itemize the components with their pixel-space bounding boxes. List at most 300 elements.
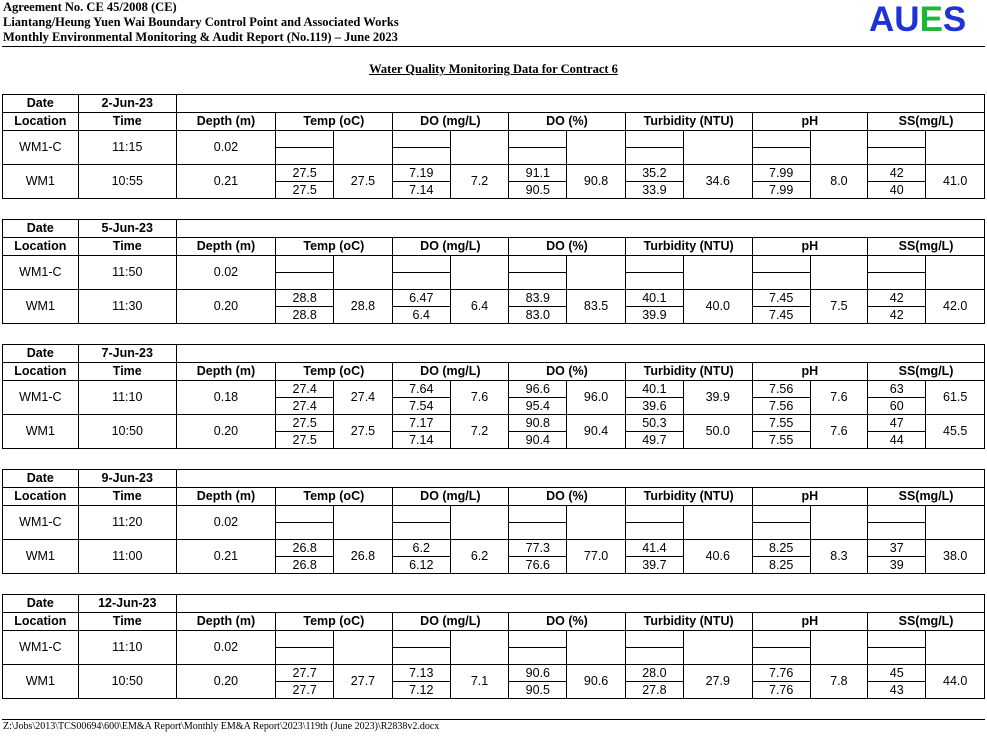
ss-replicate-1 [868, 131, 926, 148]
ph-replicate-1: 7.56 [752, 381, 810, 398]
ph-replicate-2: 7.45 [752, 307, 810, 324]
column-header-row [3, 113, 985, 131]
header-time: Time [78, 488, 176, 506]
header-ss: SS(mg/L) [868, 238, 985, 256]
ph-replicate-1 [752, 631, 810, 648]
header-location: Location [3, 363, 79, 381]
temp-average: 27.5 [334, 165, 392, 199]
ph-replicate-1: 7.55 [752, 415, 810, 432]
ph-replicate-2: 7.56 [752, 398, 810, 415]
temp-average: 26.8 [334, 540, 392, 574]
station-row [3, 415, 985, 432]
do-pct-replicate-1: 96.6 [509, 381, 567, 398]
temp-average [334, 131, 392, 165]
ss-replicate-2: 40 [868, 182, 926, 199]
ss-average: 44.0 [926, 665, 985, 699]
do-pct-average: 96.0 [567, 381, 625, 415]
temp-replicate-1 [276, 631, 334, 648]
temp-replicate-2 [276, 148, 334, 165]
ss-replicate-2: 60 [868, 398, 926, 415]
temp-replicate-1: 27.5 [276, 415, 334, 432]
do-pct-average [567, 506, 625, 540]
do-mgl-average [450, 131, 508, 165]
header-location: Location [3, 238, 79, 256]
do-pct-replicate-2: 90.5 [509, 682, 567, 699]
temp-replicate-1: 28.8 [276, 290, 334, 307]
do-pct-average [567, 256, 625, 290]
aues-logo: AUES [869, 0, 967, 39]
ss-replicate-1 [868, 631, 926, 648]
temp-replicate-2: 27.5 [276, 182, 334, 199]
header-ph: pH [752, 363, 868, 381]
ss-replicate-2: 42 [868, 307, 926, 324]
turbidity-replicate-1: 35.2 [625, 165, 683, 182]
turbidity-average: 40.0 [684, 290, 753, 324]
do-pct-replicate-2: 90.5 [509, 182, 567, 199]
header-do-mgl: DO (mg/L) [392, 238, 509, 256]
turbidity-replicate-2: 39.6 [625, 398, 683, 415]
ph-replicate-2: 8.25 [752, 557, 810, 574]
date-value: 9-Jun-23 [78, 470, 176, 488]
station-row [3, 165, 985, 182]
header-temp: Temp (oC) [276, 363, 393, 381]
station-row [3, 665, 985, 682]
do-pct-replicate-2: 76.6 [509, 557, 567, 574]
date-label: Date [3, 220, 79, 238]
do-mgl-replicate-2: 7.14 [392, 182, 450, 199]
ph-average: 8.3 [810, 540, 867, 574]
do-mgl-replicate-1: 6.2 [392, 540, 450, 557]
do-pct-replicate-2: 90.4 [509, 432, 567, 449]
do-pct-replicate-1: 83.9 [509, 290, 567, 307]
station-location: WM1 [3, 165, 79, 199]
temp-average: 27.4 [334, 381, 392, 415]
header-ph: pH [752, 238, 868, 256]
header-do-pct: DO (%) [509, 113, 626, 131]
do-pct-replicate-1 [509, 631, 567, 648]
date-value: 2-Jun-23 [78, 95, 176, 113]
date-row-blank [176, 95, 984, 113]
temp-replicate-2: 27.4 [276, 398, 334, 415]
temp-replicate-1: 27.4 [276, 381, 334, 398]
project-name: Liantang/Heung Yuen Wai Boundary Control Point and Associated Works [3, 15, 399, 29]
do-mgl-replicate-1: 7.64 [392, 381, 450, 398]
do-mgl-replicate-2 [392, 523, 450, 540]
date-label: Date [3, 595, 79, 613]
ss-average [926, 256, 985, 290]
do-mgl-average [450, 631, 508, 665]
monitoring-table [2, 344, 985, 449]
station-location: WM1-C [3, 506, 79, 540]
station-location: WM1-C [3, 631, 79, 665]
ph-replicate-2: 7.76 [752, 682, 810, 699]
ss-average [926, 131, 985, 165]
ph-average: 7.6 [810, 381, 867, 415]
monitoring-table [2, 469, 985, 574]
turbidity-replicate-1: 50.3 [625, 415, 683, 432]
report-header [3, 0, 399, 45]
turbidity-replicate-2 [625, 273, 683, 290]
ph-average [810, 631, 867, 665]
sampling-depth: 0.20 [176, 290, 275, 324]
sampling-depth: 0.02 [176, 256, 275, 290]
date-value: 5-Jun-23 [78, 220, 176, 238]
header-location: Location [3, 613, 79, 631]
do-pct-average: 90.4 [567, 415, 625, 449]
monitoring-table [2, 94, 985, 199]
temp-average [334, 256, 392, 290]
date-row-blank [176, 470, 984, 488]
do-mgl-average: 6.4 [450, 290, 508, 324]
temp-replicate-1 [276, 506, 334, 523]
turbidity-average: 39.9 [684, 381, 753, 415]
turbidity-replicate-1 [625, 506, 683, 523]
header-depth: Depth (m) [176, 113, 275, 131]
report-name: Monthly Environmental Monitoring & Audit Report (No.119) – June 2023 [3, 30, 398, 44]
ss-replicate-1: 47 [868, 415, 926, 432]
do-pct-average [567, 131, 625, 165]
station-row [3, 381, 985, 398]
ph-average [810, 131, 867, 165]
ss-average [926, 506, 985, 540]
ss-replicate-2 [868, 148, 926, 165]
turbidity-replicate-2: 39.9 [625, 307, 683, 324]
header-do-mgl: DO (mg/L) [392, 363, 509, 381]
ph-average: 7.5 [810, 290, 867, 324]
turbidity-replicate-2 [625, 148, 683, 165]
sampling-time: 10:50 [78, 665, 176, 699]
header-time: Time [78, 363, 176, 381]
header-time: Time [78, 113, 176, 131]
do-pct-replicate-2 [509, 148, 567, 165]
do-mgl-replicate-1 [392, 256, 450, 273]
do-pct-replicate-2 [509, 523, 567, 540]
ss-average: 38.0 [926, 540, 985, 574]
do-pct-replicate-2 [509, 273, 567, 290]
ss-average: 42.0 [926, 290, 985, 324]
date-row [3, 95, 985, 113]
do-pct-replicate-1: 90.8 [509, 415, 567, 432]
do-mgl-replicate-1 [392, 506, 450, 523]
sampling-depth: 0.02 [176, 131, 275, 165]
sampling-time: 11:30 [78, 290, 176, 324]
do-mgl-replicate-2: 7.54 [392, 398, 450, 415]
header-ss: SS(mg/L) [868, 363, 985, 381]
do-mgl-average: 7.1 [450, 665, 508, 699]
turbidity-average [684, 631, 753, 665]
ss-average: 41.0 [926, 165, 985, 199]
do-mgl-replicate-2 [392, 648, 450, 665]
turbidity-replicate-1 [625, 131, 683, 148]
turbidity-replicate-1: 40.1 [625, 290, 683, 307]
turbidity-average: 27.9 [684, 665, 753, 699]
do-mgl-average: 7.2 [450, 165, 508, 199]
ss-average: 61.5 [926, 381, 985, 415]
header-do-pct: DO (%) [509, 363, 626, 381]
header-temp: Temp (oC) [276, 113, 393, 131]
turbidity-replicate-1 [625, 631, 683, 648]
header-ph: pH [752, 113, 868, 131]
ph-replicate-2: 7.55 [752, 432, 810, 449]
do-pct-average: 83.5 [567, 290, 625, 324]
do-pct-replicate-1 [509, 256, 567, 273]
do-mgl-average: 6.2 [450, 540, 508, 574]
temp-replicate-1: 27.7 [276, 665, 334, 682]
header-ss: SS(mg/L) [868, 113, 985, 131]
sampling-depth: 0.21 [176, 540, 275, 574]
ss-replicate-2: 43 [868, 682, 926, 699]
sampling-time: 10:50 [78, 415, 176, 449]
sampling-time: 11:10 [78, 381, 176, 415]
sampling-time: 11:50 [78, 256, 176, 290]
turbidity-replicate-2: 27.8 [625, 682, 683, 699]
header-do-pct: DO (%) [509, 488, 626, 506]
ph-average: 7.8 [810, 665, 867, 699]
temp-average: 27.7 [334, 665, 392, 699]
sampling-depth: 0.21 [176, 165, 275, 199]
date-label: Date [3, 470, 79, 488]
turbidity-average [684, 131, 753, 165]
do-mgl-average: 7.6 [450, 381, 508, 415]
do-mgl-replicate-2: 6.4 [392, 307, 450, 324]
sampling-depth: 0.02 [176, 631, 275, 665]
temp-replicate-2: 28.8 [276, 307, 334, 324]
sampling-time: 11:00 [78, 540, 176, 574]
header-time: Time [78, 238, 176, 256]
agreement-number: Agreement No. CE 45/2008 (CE) [3, 0, 177, 14]
do-pct-average: 90.6 [567, 665, 625, 699]
ph-replicate-2 [752, 273, 810, 290]
station-row [3, 290, 985, 307]
sampling-depth: 0.20 [176, 415, 275, 449]
column-header-row [3, 613, 985, 631]
do-pct-replicate-1 [509, 506, 567, 523]
ss-replicate-2 [868, 273, 926, 290]
footer-divider [2, 719, 985, 720]
turbidity-average [684, 506, 753, 540]
date-row [3, 470, 985, 488]
ph-replicate-1 [752, 506, 810, 523]
header-turbidity: Turbidity (NTU) [625, 113, 752, 131]
turbidity-replicate-2: 49.7 [625, 432, 683, 449]
station-row [3, 631, 985, 648]
column-header-row [3, 238, 985, 256]
do-mgl-replicate-2: 7.12 [392, 682, 450, 699]
ss-replicate-2 [868, 648, 926, 665]
do-pct-replicate-1: 91.1 [509, 165, 567, 182]
station-location: WM1-C [3, 131, 79, 165]
ss-replicate-1: 42 [868, 165, 926, 182]
ph-replicate-2 [752, 648, 810, 665]
turbidity-average: 40.6 [684, 540, 753, 574]
ss-replicate-2: 39 [868, 557, 926, 574]
turbidity-replicate-1: 41.4 [625, 540, 683, 557]
turbidity-replicate-2: 39.7 [625, 557, 683, 574]
ss-average [926, 631, 985, 665]
temp-average: 27.5 [334, 415, 392, 449]
do-mgl-average [450, 506, 508, 540]
do-mgl-replicate-2 [392, 148, 450, 165]
do-mgl-replicate-2: 6.12 [392, 557, 450, 574]
date-row-blank [176, 595, 984, 613]
do-pct-replicate-1: 90.6 [509, 665, 567, 682]
ss-replicate-1: 37 [868, 540, 926, 557]
header-turbidity: Turbidity (NTU) [625, 613, 752, 631]
ss-replicate-1 [868, 256, 926, 273]
header-divider [2, 46, 985, 47]
ph-average: 7.6 [810, 415, 867, 449]
do-mgl-replicate-1 [392, 631, 450, 648]
header-depth: Depth (m) [176, 238, 275, 256]
do-mgl-replicate-1: 7.17 [392, 415, 450, 432]
ph-replicate-1: 7.45 [752, 290, 810, 307]
turbidity-replicate-1 [625, 256, 683, 273]
do-mgl-replicate-1: 6.47 [392, 290, 450, 307]
header-temp: Temp (oC) [276, 613, 393, 631]
date-value: 12-Jun-23 [78, 595, 176, 613]
station-row [3, 131, 985, 148]
header-turbidity: Turbidity (NTU) [625, 363, 752, 381]
sampling-time: 11:15 [78, 131, 176, 165]
do-mgl-replicate-1: 7.13 [392, 665, 450, 682]
monitoring-table [2, 594, 985, 699]
temp-replicate-2: 26.8 [276, 557, 334, 574]
turbidity-replicate-1: 40.1 [625, 381, 683, 398]
do-mgl-average: 7.2 [450, 415, 508, 449]
ph-replicate-1 [752, 131, 810, 148]
station-row [3, 540, 985, 557]
do-pct-replicate-2: 95.4 [509, 398, 567, 415]
do-pct-average: 90.8 [567, 165, 625, 199]
ph-replicate-1: 7.76 [752, 665, 810, 682]
turbidity-average [684, 256, 753, 290]
turbidity-average: 50.0 [684, 415, 753, 449]
header-ph: pH [752, 488, 868, 506]
sampling-depth: 0.02 [176, 506, 275, 540]
ss-replicate-2 [868, 523, 926, 540]
header-temp: Temp (oC) [276, 238, 393, 256]
station-row [3, 256, 985, 273]
sampling-depth: 0.18 [176, 381, 275, 415]
header-ss: SS(mg/L) [868, 488, 985, 506]
turbidity-replicate-2: 33.9 [625, 182, 683, 199]
station-location: WM1 [3, 540, 79, 574]
turbidity-replicate-1: 28.0 [625, 665, 683, 682]
ss-replicate-1: 42 [868, 290, 926, 307]
temp-replicate-2 [276, 273, 334, 290]
station-location: WM1-C [3, 381, 79, 415]
date-row [3, 595, 985, 613]
temp-average: 28.8 [334, 290, 392, 324]
temp-replicate-1: 27.5 [276, 165, 334, 182]
do-pct-average [567, 631, 625, 665]
date-row [3, 345, 985, 363]
do-mgl-replicate-2: 7.14 [392, 432, 450, 449]
temp-replicate-2 [276, 648, 334, 665]
temp-replicate-1 [276, 131, 334, 148]
sampling-time: 10:55 [78, 165, 176, 199]
header-do-mgl: DO (mg/L) [392, 113, 509, 131]
date-row [3, 220, 985, 238]
temp-replicate-2: 27.5 [276, 432, 334, 449]
ph-replicate-1: 8.25 [752, 540, 810, 557]
do-mgl-average [450, 256, 508, 290]
station-location: WM1 [3, 415, 79, 449]
ph-replicate-1 [752, 256, 810, 273]
do-pct-replicate-1 [509, 131, 567, 148]
header-do-pct: DO (%) [509, 613, 626, 631]
do-pct-replicate-2: 83.0 [509, 307, 567, 324]
ph-average [810, 256, 867, 290]
column-header-row [3, 363, 985, 381]
temp-replicate-2 [276, 523, 334, 540]
ph-average [810, 506, 867, 540]
header-depth: Depth (m) [176, 613, 275, 631]
date-row-blank [176, 220, 984, 238]
turbidity-average: 34.6 [684, 165, 753, 199]
header-do-pct: DO (%) [509, 238, 626, 256]
ph-replicate-2 [752, 148, 810, 165]
temp-replicate-1 [276, 256, 334, 273]
ss-average: 45.5 [926, 415, 985, 449]
date-label: Date [3, 345, 79, 363]
ph-replicate-1: 7.99 [752, 165, 810, 182]
page-title: Water Quality Monitoring Data for Contract 6 [369, 62, 618, 76]
date-label: Date [3, 95, 79, 113]
do-pct-average: 77.0 [567, 540, 625, 574]
column-header-row [3, 488, 985, 506]
do-pct-replicate-1: 77.3 [509, 540, 567, 557]
date-value: 7-Jun-23 [78, 345, 176, 363]
header-depth: Depth (m) [176, 363, 275, 381]
header-ph: pH [752, 613, 868, 631]
header-ss: SS(mg/L) [868, 613, 985, 631]
station-location: WM1-C [3, 256, 79, 290]
ph-replicate-2: 7.99 [752, 182, 810, 199]
sampling-depth: 0.20 [176, 665, 275, 699]
header-do-mgl: DO (mg/L) [392, 488, 509, 506]
do-mgl-replicate-1 [392, 131, 450, 148]
header-depth: Depth (m) [176, 488, 275, 506]
ss-replicate-2: 44 [868, 432, 926, 449]
file-path-footer: Z:\Jobs\2013\TCS00694\600\EM&A Report\Monthly EM&A Report\2023\119th (June 2023)\R2838v2.docx [3, 721, 440, 732]
station-row [3, 506, 985, 523]
do-mgl-replicate-1: 7.19 [392, 165, 450, 182]
do-pct-replicate-2 [509, 648, 567, 665]
ph-average: 8.0 [810, 165, 867, 199]
temp-replicate-1: 26.8 [276, 540, 334, 557]
do-mgl-replicate-2 [392, 273, 450, 290]
temp-replicate-2: 27.7 [276, 682, 334, 699]
station-location: WM1 [3, 290, 79, 324]
ph-replicate-2 [752, 523, 810, 540]
station-location: WM1 [3, 665, 79, 699]
temp-average [334, 631, 392, 665]
turbidity-replicate-2 [625, 648, 683, 665]
header-turbidity: Turbidity (NTU) [625, 488, 752, 506]
header-do-mgl: DO (mg/L) [392, 613, 509, 631]
header-location: Location [3, 488, 79, 506]
ss-replicate-1: 45 [868, 665, 926, 682]
temp-average [334, 506, 392, 540]
date-row-blank [176, 345, 984, 363]
header-temp: Temp (oC) [276, 488, 393, 506]
ss-replicate-1: 63 [868, 381, 926, 398]
turbidity-replicate-2 [625, 523, 683, 540]
header-time: Time [78, 613, 176, 631]
sampling-time: 11:20 [78, 506, 176, 540]
ss-replicate-1 [868, 506, 926, 523]
